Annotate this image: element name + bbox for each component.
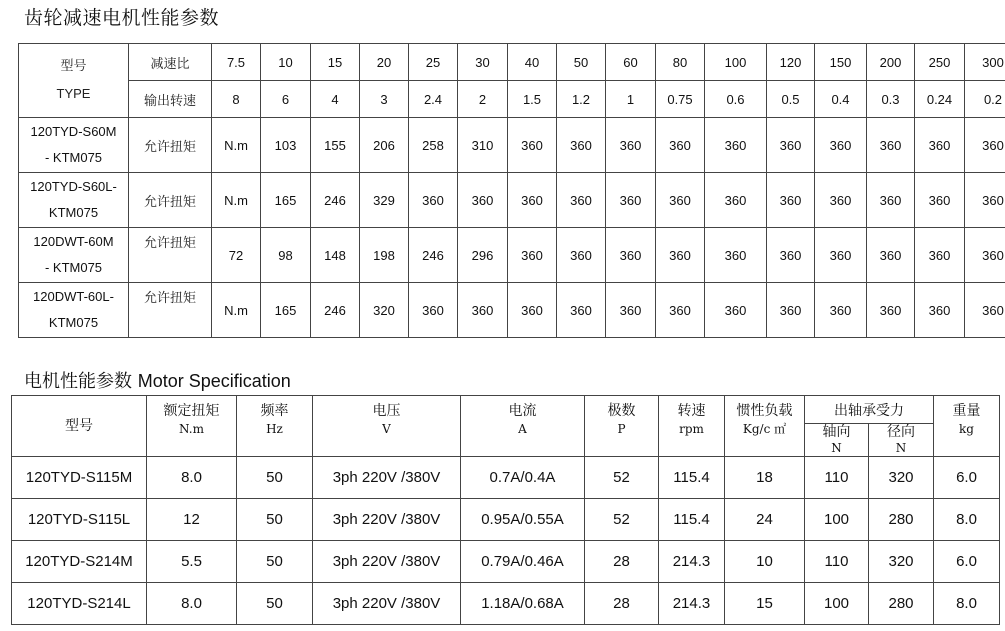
hdr-torque [147,396,237,457]
hdr-inertia-unit: Kg/c ㎡ [742,422,787,436]
output-speed-cell: 1.2 [557,81,606,118]
hdr-radial-label: 径向 [887,424,915,440]
gear-model-cell [19,118,129,173]
motor-torque-cell: 5.5 [147,541,237,583]
torque-value-cell: 360 [915,228,965,283]
torque-value-cell: 360 [915,118,965,173]
ratio-cell: 7.5 [212,44,261,81]
torque-value-cell: 360 [508,173,557,228]
ratio-cell: 120 [767,44,815,81]
motor-weight-cell: 6.0 [934,541,1000,583]
motor-spec-title-cn: 电机性能参数 [24,371,132,392]
torque-value-cell: 360 [656,118,705,173]
motor-freq-cell: 50 [237,541,313,583]
hdr-torque-label: 额定扭矩 [163,403,220,419]
output-speed-cell: 0.5 [767,81,815,118]
output-speed-cell: 0.3 [867,81,915,118]
torque-value-cell: 360 [767,173,815,228]
torque-value-cell: 360 [606,228,656,283]
motor-poles-cell: 52 [585,457,659,499]
hdr-model [12,396,147,457]
gear-model-line2: - KTM075 [44,260,103,275]
motor-weight-cell: 6.0 [934,457,1000,499]
hdr-voltage-label: 电压 [372,403,401,419]
motor-data-row [12,457,1000,499]
motor-spec-title-en: Motor Specification [137,371,291,391]
torque-value-cell: 360 [458,173,508,228]
ratio-cell: 100 [705,44,767,81]
torque-value-cell: 246 [311,283,360,338]
torque-value-cell: 360 [606,173,656,228]
hdr-radial-unit: N [895,441,907,455]
motor-poles-cell: 52 [585,499,659,541]
torque-unit-cell: N.m [212,283,261,338]
torque-value-cell: 360 [815,118,867,173]
torque-value-cell: 360 [705,283,767,338]
hdr-weight [934,396,1000,457]
motor-inertia-cell: 18 [725,457,805,499]
torque-value-cell: 360 [767,283,815,338]
torque-value-cell: 360 [409,283,458,338]
motor-torque-cell: 12 [147,499,237,541]
motor-current-cell: 0.95A/0.55A [461,499,585,541]
torque-value-cell: 165 [261,173,311,228]
output-speed-cell: 2.4 [409,81,458,118]
torque-value-cell: 360 [606,283,656,338]
motor-speed-cell: 115.4 [659,499,725,541]
torque-unit-cell: N.m [212,173,261,228]
torque-label-cell: 允许扭矩 [129,118,212,173]
torque-value-cell: 360 [767,228,815,283]
hdr-frequency-unit: Hz [266,422,283,436]
torque-value-cell: 360 [965,173,1005,228]
torque-value-cell: 360 [705,118,767,173]
motor-voltage-cell: 3ph 220V /380V [313,457,461,499]
motor-radial-cell: 280 [869,499,934,541]
ratio-label: 减速比 [129,44,212,81]
torque-value-cell: 148 [311,228,360,283]
hdr-current-label: 电流 [508,403,537,419]
hdr-voltage-unit: V [382,422,391,436]
hdr-speed [659,396,725,457]
ratio-cell: 40 [508,44,557,81]
torque-value-cell: 360 [656,228,705,283]
torque-value-cell: 258 [409,118,458,173]
torque-value-cell: 360 [867,118,915,173]
torque-value-cell: 360 [965,228,1005,283]
motor-model-cell: 120TYD-S115M [12,457,147,499]
hdr-speed-unit: rpm [679,422,704,436]
gear-model-row [19,228,1005,283]
motor-current-cell: 1.18A/0.68A [461,583,585,625]
torque-value-cell: 165 [261,283,311,338]
motor-radial-cell: 280 [869,583,934,625]
torque-value-cell: 320 [360,283,409,338]
gear-model-cell [19,228,129,283]
ratio-cell: 200 [867,44,915,81]
motor-model-cell: 120TYD-S214L [12,583,147,625]
gear-spec-table [18,43,1005,338]
torque-value-cell: 360 [915,173,965,228]
torque-value-cell: 155 [311,118,360,173]
motor-spec-table [11,395,1000,625]
hdr-axial [805,424,869,457]
ratio-cell: 10 [261,44,311,81]
hdr-weight-unit: kg [959,422,974,436]
torque-value-cell: 296 [458,228,508,283]
output-speed-cell: 6 [261,81,311,118]
motor-speed-cell: 214.3 [659,541,725,583]
motor-inertia-cell: 10 [725,541,805,583]
torque-value-cell: 360 [557,118,606,173]
gear-model-row [19,283,1005,338]
torque-value-cell: 360 [867,228,915,283]
torque-value-cell: 329 [360,173,409,228]
hdr-poles-label: 极数 [607,403,636,419]
gear-model-line1: 120DWT-60M [33,234,114,249]
hdr-frequency [237,396,313,457]
output-speed-label: 输出转速 [129,81,212,118]
hdr-model-label: 型号 [65,417,93,434]
torque-value-cell: 360 [508,283,557,338]
hdr-radial [869,424,934,457]
torque-value-cell: 360 [458,283,508,338]
torque-label-cell: 允许扭矩 [129,228,212,283]
motor-current-cell: 0.7A/0.4A [461,457,585,499]
motor-freq-cell: 50 [237,583,313,625]
torque-unit-cell: 72 [212,228,261,283]
motor-radial-cell: 320 [869,457,934,499]
torque-value-cell: 360 [606,118,656,173]
hdr-speed-label: 转速 [677,403,706,419]
motor-model-cell: 120TYD-S115L [12,499,147,541]
motor-freq-cell: 50 [237,499,313,541]
motor-current-cell: 0.79A/0.46A [461,541,585,583]
motor-weight-cell: 8.0 [934,583,1000,625]
motor-data-row [12,541,1000,583]
torque-value-cell: 360 [557,173,606,228]
gear-model-cell [19,283,129,338]
motor-radial-cell: 320 [869,541,934,583]
hdr-current [461,396,585,457]
output-speed-cell: 0.2 [965,81,1005,118]
gear-model-line2: KTM075 [48,205,99,220]
motor-spec-title [24,369,291,394]
gear-model-line1: 120DWT-60L- [33,289,114,304]
type-label-cn: 型号 [60,59,87,74]
hdr-poles-unit: P [617,422,626,436]
torque-value-cell: 360 [815,173,867,228]
gear-model-line1: 120TYD-S60L- [30,179,117,194]
gear-spec-title: 齿轮减速电机性能参数 [24,7,220,29]
hdr-inertia-label: 惯性负载 [736,403,793,419]
output-speed-cell: 8 [212,81,261,118]
torque-value-cell: 206 [360,118,409,173]
ratio-cell: 20 [360,44,409,81]
torque-value-cell: 360 [409,173,458,228]
torque-value-cell: 360 [557,228,606,283]
torque-value-cell: 360 [815,228,867,283]
motor-data-row [12,583,1000,625]
output-speed-row [19,81,1005,118]
motor-voltage-cell: 3ph 220V /380V [313,499,461,541]
hdr-poles [585,396,659,457]
motor-header-row [12,396,1000,424]
torque-value-cell: 246 [409,228,458,283]
ratio-cell: 15 [311,44,360,81]
ratio-cell: 150 [815,44,867,81]
torque-value-cell: 360 [915,283,965,338]
gear-model-line2: KTM075 [48,315,99,330]
motor-torque-cell: 8.0 [147,457,237,499]
ratio-cell: 50 [557,44,606,81]
torque-value-cell: 360 [867,283,915,338]
output-speed-cell: 0.75 [656,81,705,118]
motor-inertia-cell: 15 [725,583,805,625]
motor-torque-cell: 8.0 [147,583,237,625]
hdr-weight-label: 重量 [952,403,981,419]
motor-poles-cell: 28 [585,583,659,625]
ratio-cell: 60 [606,44,656,81]
output-speed-cell: 0.4 [815,81,867,118]
torque-unit-cell: N.m [212,118,261,173]
output-speed-cell: 4 [311,81,360,118]
motor-voltage-cell: 3ph 220V /380V [313,541,461,583]
torque-value-cell: 360 [965,283,1005,338]
torque-label-cell: 允许扭矩 [129,283,212,338]
type-label-en: TYPE [56,86,91,101]
hdr-current-unit: A [518,422,527,436]
motor-voltage-cell: 3ph 220V /380V [313,583,461,625]
torque-value-cell: 360 [656,283,705,338]
ratio-cell: 300 [965,44,1005,81]
hdr-shaft-load: 出轴承受力 [805,396,934,424]
hdr-inertia [725,396,805,457]
torque-value-cell: 360 [656,173,705,228]
gear-model-row [19,118,1005,173]
motor-inertia-cell: 24 [725,499,805,541]
hdr-torque-unit: N.m [179,422,204,436]
motor-poles-cell: 28 [585,541,659,583]
type-header-cell [19,44,129,118]
motor-freq-cell: 50 [237,457,313,499]
hdr-voltage [313,396,461,457]
ratio-cell: 30 [458,44,508,81]
torque-value-cell: 360 [557,283,606,338]
motor-speed-cell: 214.3 [659,583,725,625]
output-speed-cell: 1.5 [508,81,557,118]
torque-value-cell: 360 [815,283,867,338]
hdr-frequency-label: 频率 [260,403,289,419]
ratio-cell: 250 [915,44,965,81]
torque-value-cell: 360 [965,118,1005,173]
motor-speed-cell: 115.4 [659,457,725,499]
ratio-cell: 25 [409,44,458,81]
torque-value-cell: 360 [767,118,815,173]
torque-value-cell: 98 [261,228,311,283]
motor-model-cell: 120TYD-S214M [12,541,147,583]
motor-axial-cell: 100 [805,583,869,625]
hdr-axial-unit: N [831,441,842,455]
gear-model-line2: - KTM075 [44,150,103,165]
output-speed-cell: 1 [606,81,656,118]
motor-weight-cell: 8.0 [934,499,1000,541]
motor-data-row [12,499,1000,541]
output-speed-cell: 0.6 [705,81,767,118]
torque-value-cell: 360 [705,228,767,283]
torque-value-cell: 360 [867,173,915,228]
motor-axial-cell: 110 [805,457,869,499]
torque-value-cell: 103 [261,118,311,173]
torque-value-cell: 246 [311,173,360,228]
ratio-cell: 80 [656,44,705,81]
torque-value-cell: 310 [458,118,508,173]
gear-model-line1: 120TYD-S60M [30,124,117,139]
gear-model-row [19,173,1005,228]
motor-axial-cell: 100 [805,499,869,541]
gear-model-cell [19,173,129,228]
torque-value-cell: 198 [360,228,409,283]
torque-label-cell: 允许扭矩 [129,173,212,228]
motor-axial-cell: 110 [805,541,869,583]
ratio-row [19,44,1005,81]
hdr-axial-label: 轴向 [822,424,851,440]
output-speed-cell: 3 [360,81,409,118]
torque-value-cell: 360 [508,118,557,173]
torque-value-cell: 360 [508,228,557,283]
output-speed-cell: 2 [458,81,508,118]
output-speed-cell: 0.24 [915,81,965,118]
torque-value-cell: 360 [705,173,767,228]
